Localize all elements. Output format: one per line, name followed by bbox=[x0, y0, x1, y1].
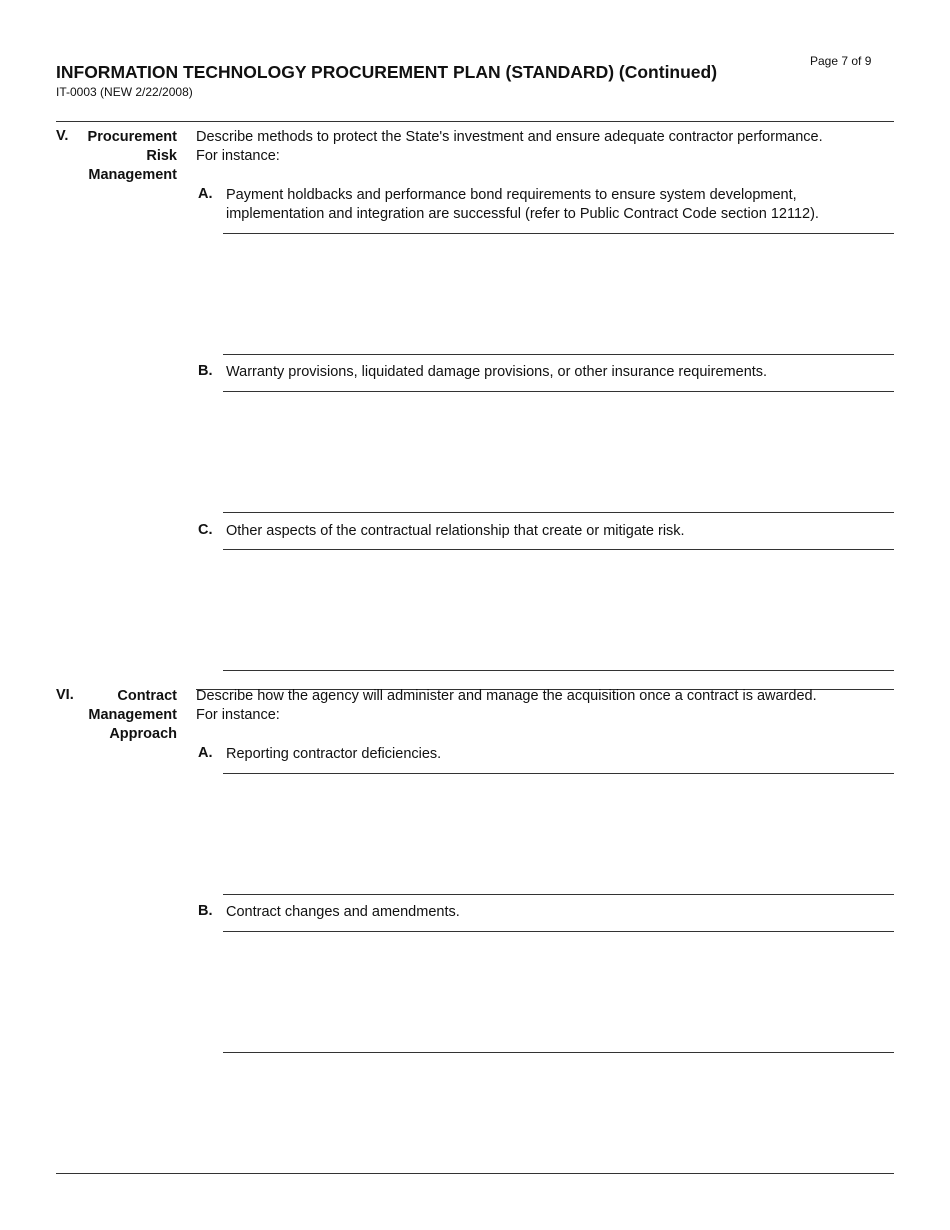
item-v-a-letter: A. bbox=[198, 186, 213, 202]
section-v-title-line: Management bbox=[88, 167, 177, 183]
form-id: IT-0003 (NEW 2/22/2008) bbox=[56, 85, 193, 99]
item-vi-b-bottom-rule bbox=[223, 1052, 894, 1053]
section-v-description bbox=[196, 128, 896, 166]
item-vi-a-text: Reporting contractor deficiencies. bbox=[226, 746, 442, 762]
section-vi-title-line: Approach bbox=[109, 726, 177, 742]
item-v-b-answer-field[interactable] bbox=[223, 392, 894, 512]
item-v-a-text: Payment holdbacks and performance bond requirements to ensure system development, implementation and integration are successful (refer to Public Contract Code section 12112). bbox=[226, 187, 819, 222]
section-vi-title-line: Management bbox=[88, 707, 177, 723]
section-v-title-line: Procurement bbox=[87, 129, 177, 145]
section-vi-title-line: Contract bbox=[117, 688, 177, 704]
item-vi-a-letter: A. bbox=[198, 745, 213, 761]
section-vi-description-text: Describe how the agency will administer and manage the acquisition once a contract is awarded. bbox=[196, 688, 817, 704]
section-v-number: V. bbox=[56, 128, 69, 144]
page-title: INFORMATION TECHNOLOGY PROCUREMENT PLAN (STANDARD) (Continued) bbox=[56, 62, 718, 82]
section-v-instance-label: For instance: bbox=[196, 148, 280, 164]
header-divider bbox=[56, 121, 894, 122]
section-vi-number: VI. bbox=[56, 687, 74, 703]
item-vi-b-letter: B. bbox=[198, 903, 213, 919]
item-v-a-answer-field[interactable] bbox=[223, 234, 894, 354]
item-v-c-text: Other aspects of the contractual relationship that create or mitigate risk. bbox=[226, 523, 685, 539]
footer-divider bbox=[56, 1173, 894, 1174]
item-v-c-bottom-rule bbox=[223, 670, 894, 671]
item-v-c-answer-field[interactable] bbox=[223, 550, 894, 670]
section-v-title bbox=[65, 128, 177, 185]
item-v-b-letter: B. bbox=[198, 363, 213, 379]
section-v-title-line: Risk bbox=[146, 148, 177, 164]
item-vi-a-bottom-rule bbox=[223, 894, 894, 895]
section-vi-instance-label: For instance: bbox=[196, 707, 280, 723]
section-v-description-text: Describe methods to protect the State's investment and ensure adequate contractor performance. bbox=[196, 129, 823, 145]
item-v-a-bottom-rule bbox=[223, 354, 894, 355]
page-number: Page 7 of 9 bbox=[810, 54, 872, 68]
item-v-b-bottom-rule bbox=[223, 512, 894, 513]
section-vi-description bbox=[196, 687, 896, 725]
item-vi-a-answer-field[interactable] bbox=[223, 774, 894, 894]
item-v-b-text: Warranty provisions, liquidated damage provisions, or other insurance requirements. bbox=[226, 364, 768, 380]
item-vi-b-answer-field[interactable] bbox=[223, 932, 894, 1052]
item-vi-b-text: Contract changes and amendments. bbox=[226, 904, 460, 920]
item-v-c-letter: C. bbox=[198, 522, 213, 538]
section-vi-title bbox=[65, 687, 177, 744]
